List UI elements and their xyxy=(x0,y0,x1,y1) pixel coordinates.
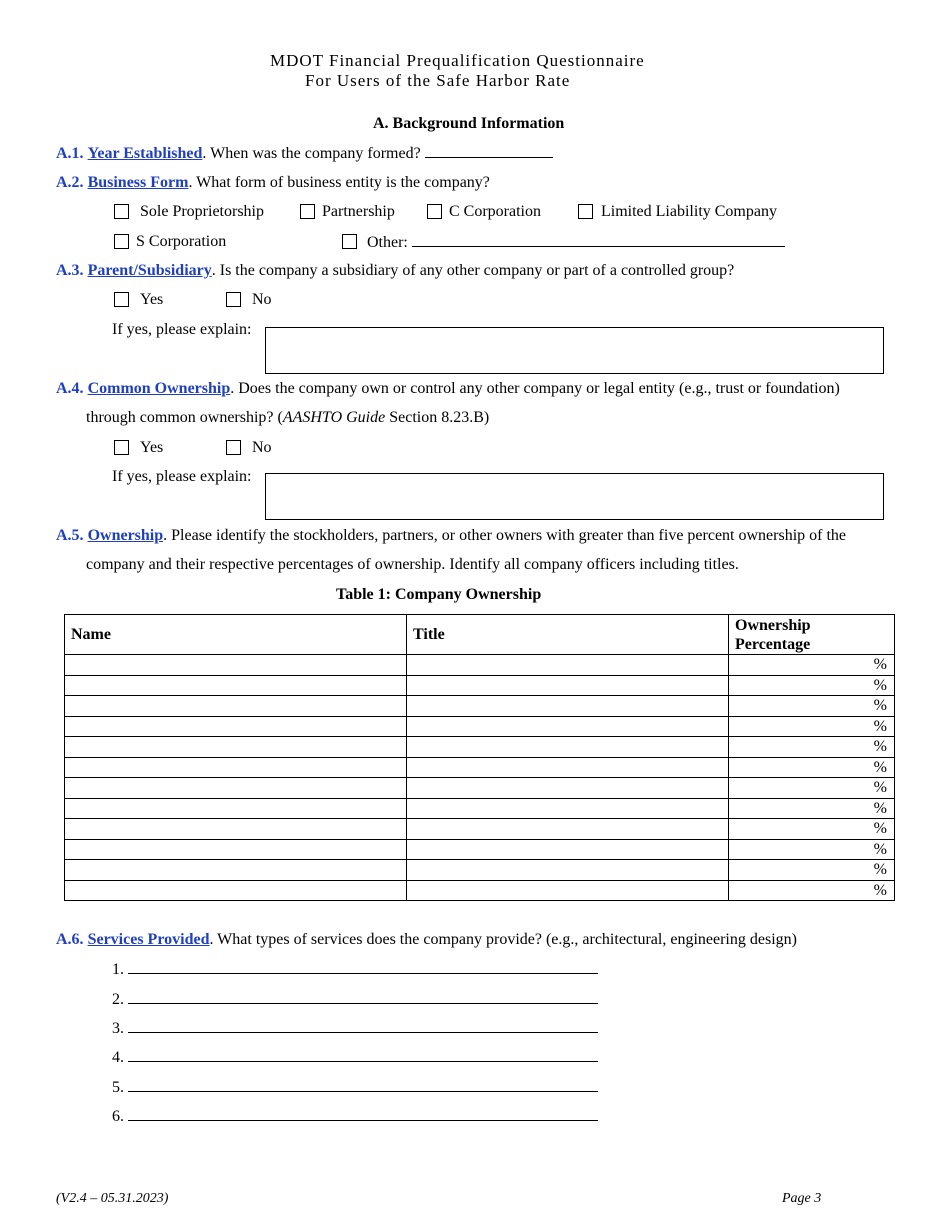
name-cell[interactable] xyxy=(65,696,407,717)
footer-version: (V2.4 – 05.31.2023) xyxy=(56,1191,169,1206)
title-cell[interactable] xyxy=(407,860,729,881)
a4-explain-textbox[interactable] xyxy=(265,473,884,520)
name-cell[interactable] xyxy=(65,819,407,840)
table-row xyxy=(65,757,895,778)
service-line xyxy=(112,1018,598,1039)
service-field[interactable] xyxy=(128,1047,598,1062)
column-header-percentage: Ownership Percentage xyxy=(729,615,895,655)
name-cell[interactable] xyxy=(65,778,407,799)
explain-label: If yes, please explain: xyxy=(112,468,252,485)
name-cell[interactable] xyxy=(65,757,407,778)
table-row xyxy=(65,737,895,758)
a4-yes-checkbox[interactable] xyxy=(114,440,129,455)
name-cell[interactable] xyxy=(65,737,407,758)
question-text: . Please identify the stockholders, partners, or other owners with greater than five percent ownership of the xyxy=(163,527,847,544)
year-established-link[interactable]: Year Established xyxy=(87,145,203,162)
llc-checkbox[interactable] xyxy=(578,204,593,219)
a4-no-checkbox[interactable] xyxy=(226,440,241,455)
question-a4 xyxy=(56,379,840,399)
option-label: C Corporation xyxy=(449,203,541,220)
percentage-cell[interactable]: % xyxy=(729,737,895,758)
table-row xyxy=(65,655,895,676)
table-row xyxy=(65,716,895,737)
question-a6 xyxy=(56,930,797,950)
table-row xyxy=(65,839,895,860)
question-number: A.2. xyxy=(56,174,84,191)
service-field[interactable] xyxy=(128,959,598,974)
other-checkbox[interactable] xyxy=(342,234,357,249)
no-label: No xyxy=(252,291,272,308)
other-text-field[interactable] xyxy=(412,232,785,247)
name-cell[interactable] xyxy=(65,655,407,676)
no-label: No xyxy=(252,439,272,456)
question-text: . What types of services does the company provide? (e.g., architectural, engineering design) xyxy=(209,931,797,948)
year-established-field[interactable] xyxy=(425,143,553,158)
table-row xyxy=(65,880,895,901)
question-number: A.6. xyxy=(56,931,84,948)
question-a5 xyxy=(56,526,846,546)
table-row xyxy=(65,860,895,881)
service-number: 3. xyxy=(112,1020,124,1037)
name-cell[interactable] xyxy=(65,880,407,901)
service-line xyxy=(112,959,598,980)
service-field[interactable] xyxy=(128,1106,598,1121)
parent-subsidiary-link[interactable]: Parent/Subsidiary xyxy=(87,262,212,279)
option-label: Limited Liability Company xyxy=(601,203,777,220)
title-cell[interactable] xyxy=(407,716,729,737)
title-cell[interactable] xyxy=(407,696,729,717)
column-header-title: Title xyxy=(407,615,729,655)
title-cell[interactable] xyxy=(407,757,729,778)
title-cell[interactable] xyxy=(407,839,729,860)
option-label: Partnership xyxy=(322,203,395,220)
services-provided-link[interactable]: Services Provided xyxy=(87,931,210,948)
title-cell[interactable] xyxy=(407,880,729,901)
document-title: MDOT Financial Prequalification Questionnaire xyxy=(270,51,645,70)
percentage-cell[interactable]: % xyxy=(729,860,895,881)
percentage-cell[interactable]: % xyxy=(729,798,895,819)
title-cell[interactable] xyxy=(407,737,729,758)
table-caption: Table 1: Company Ownership xyxy=(336,586,542,603)
name-cell[interactable] xyxy=(65,716,407,737)
percentage-cell[interactable]: % xyxy=(729,675,895,696)
common-ownership-link[interactable]: Common Ownership xyxy=(87,380,231,397)
partnership-checkbox[interactable] xyxy=(300,204,315,219)
a3-yes-checkbox[interactable] xyxy=(114,292,129,307)
percentage-cell[interactable]: % xyxy=(729,880,895,901)
question-text: . When was the company formed? xyxy=(202,145,425,162)
footer-page-number: Page 3 xyxy=(782,1191,822,1206)
service-field[interactable] xyxy=(128,989,598,1004)
title-cell[interactable] xyxy=(407,798,729,819)
question-a5-line2: company and their respective percentages of ownership. Identify all company officers including titles. xyxy=(86,556,739,573)
table-row xyxy=(65,798,895,819)
column-header-name: Name xyxy=(65,615,407,655)
yes-label: Yes xyxy=(140,439,164,456)
title-cell[interactable] xyxy=(407,778,729,799)
question-a3 xyxy=(56,261,734,281)
percentage-cell[interactable]: % xyxy=(729,839,895,860)
service-number: 1. xyxy=(112,961,124,978)
title-cell[interactable] xyxy=(407,655,729,676)
document-subtitle: For Users of the Safe Harbor Rate xyxy=(305,71,571,90)
name-cell[interactable] xyxy=(65,798,407,819)
name-cell[interactable] xyxy=(65,675,407,696)
percentage-cell[interactable]: % xyxy=(729,819,895,840)
percentage-cell[interactable]: % xyxy=(729,655,895,676)
s-corporation-checkbox[interactable] xyxy=(114,234,129,249)
name-cell[interactable] xyxy=(65,860,407,881)
service-field[interactable] xyxy=(128,1077,598,1092)
question-number: A.3. xyxy=(56,262,84,279)
service-line xyxy=(112,1106,598,1127)
table-row xyxy=(65,675,895,696)
business-form-link[interactable]: Business Form xyxy=(87,174,189,191)
option-label: Sole Proprietorship xyxy=(140,203,264,220)
percentage-cell[interactable]: % xyxy=(729,696,895,717)
percentage-cell[interactable]: % xyxy=(729,757,895,778)
table-row xyxy=(65,819,895,840)
question-text: through common ownership? ( xyxy=(86,409,283,426)
question-text: Section 8.23.B) xyxy=(385,409,490,426)
question-text: . Is the company a subsidiary of any other company or part of a controlled group? xyxy=(211,262,735,279)
service-number: 5. xyxy=(112,1079,124,1096)
question-text: . What form of business entity is the company? xyxy=(188,174,490,191)
percentage-cell[interactable]: % xyxy=(729,778,895,799)
service-number: 4. xyxy=(112,1049,124,1066)
title-cell[interactable] xyxy=(407,819,729,840)
table-row xyxy=(65,696,895,717)
service-number: 2. xyxy=(112,991,124,1008)
a3-explain-textbox[interactable] xyxy=(265,327,884,374)
a3-no-checkbox[interactable] xyxy=(226,292,241,307)
explain-label: If yes, please explain: xyxy=(112,321,252,338)
question-number: A.5. xyxy=(56,527,84,544)
table-header-row xyxy=(65,615,895,655)
option-label: Other: xyxy=(367,234,408,251)
section-heading: A. Background Information xyxy=(373,115,565,132)
other-option xyxy=(367,232,785,253)
question-number: A.1. xyxy=(56,145,84,162)
name-cell[interactable] xyxy=(65,839,407,860)
sole-proprietorship-checkbox[interactable] xyxy=(114,204,129,219)
service-number: 6. xyxy=(112,1108,124,1125)
service-line xyxy=(112,1077,598,1098)
ownership-link[interactable]: Ownership xyxy=(87,527,164,544)
question-a1 xyxy=(56,143,553,164)
question-a2 xyxy=(56,173,490,193)
question-number: A.4. xyxy=(56,380,84,397)
ownership-table xyxy=(64,614,895,901)
question-text: . Does the company own or control any other company or legal entity (e.g., trust or foundation) xyxy=(230,380,840,397)
service-line xyxy=(112,989,598,1010)
c-corporation-checkbox[interactable] xyxy=(427,204,442,219)
service-field[interactable] xyxy=(128,1018,598,1033)
guide-title: AASHTO Guide xyxy=(282,409,386,426)
service-line xyxy=(112,1047,598,1068)
table-row xyxy=(65,778,895,799)
question-a4-line2 xyxy=(86,408,489,428)
option-label: S Corporation xyxy=(136,233,227,250)
title-cell[interactable] xyxy=(407,675,729,696)
yes-label: Yes xyxy=(140,291,164,308)
percentage-cell[interactable]: % xyxy=(729,716,895,737)
